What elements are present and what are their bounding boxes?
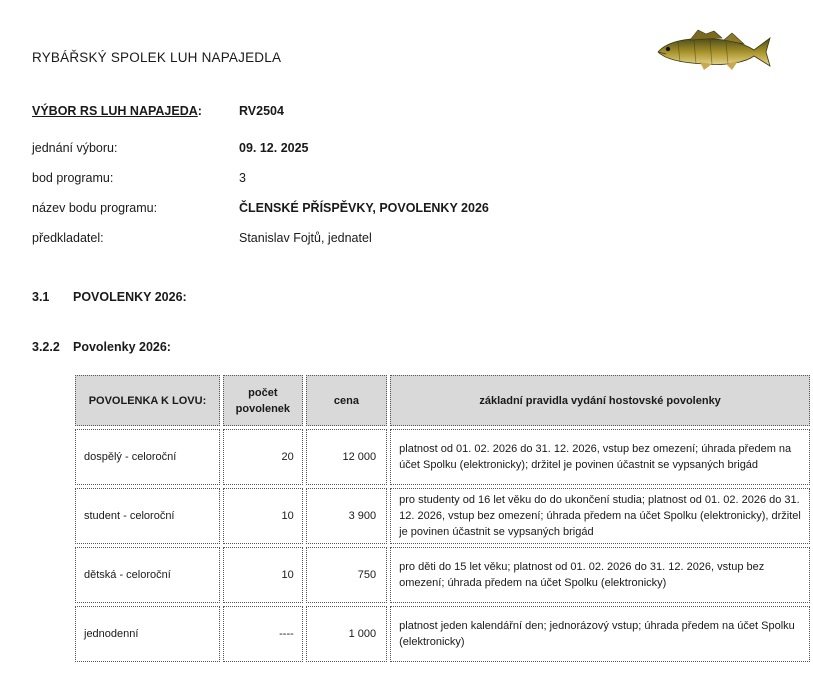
- org-title: RYBÁŘSKÝ SPOLEK LUH NAPAJEDLA: [32, 50, 282, 65]
- item-name-label: název bodu programu:: [32, 201, 158, 215]
- table-header-row: [75, 375, 810, 426]
- permit-count: 10: [223, 488, 303, 544]
- item-name: ČLENSKÉ PŘÍSPĚVKY, POVOLENKY 2026: [239, 201, 489, 215]
- header-permit-type: POVOLENKA K LOVU:: [75, 375, 220, 426]
- permit-price: 750: [306, 547, 387, 603]
- committee-label: VÝBOR RS LUH NAPAJEDA:: [32, 104, 202, 118]
- item-label: bod programu:: [32, 171, 114, 185]
- subsection-title: Povolenky 2026:: [73, 340, 171, 354]
- permit-price: 1 000: [306, 606, 387, 662]
- table-row: [75, 429, 810, 485]
- permit-type: dětská - celoroční: [75, 547, 220, 603]
- permit-rules: pro děti do 15 let věku; platnost od 01. 02. 2026 do 31. 12. 2026, vstup bez omezení; úhrada předem na účet Spolku (elektronicky): [390, 547, 810, 603]
- subsection-number: 3.2.2: [32, 340, 60, 354]
- permits-table: [72, 372, 813, 665]
- header-rules: základní pravidla vydání hostovské povolenky: [390, 375, 810, 426]
- permit-price: 3 900: [306, 488, 387, 544]
- permit-rules: pro studenty od 16 let věku do do ukončení studia; platnost od 01. 02. 2026 do 31. 12. 2026, vstup bez omezení; úhrada předem na účet Spolku (elektronicky), držitel je povinen účastnit se vypsaných brigád: [390, 488, 810, 544]
- permit-count: 10: [223, 547, 303, 603]
- header-price: cena: [306, 375, 387, 426]
- meeting-label: jednání výboru:: [32, 141, 118, 155]
- permit-type: dospělý - celoroční: [75, 429, 220, 485]
- meeting-date: 09. 12. 2025: [239, 141, 309, 155]
- permit-type: jednodenní: [75, 606, 220, 662]
- table-row: [75, 606, 810, 662]
- section-number: 3.1: [32, 290, 50, 304]
- permit-count: ----: [223, 606, 303, 662]
- permit-rules: platnost jeden kalendářní den; jednorázový vstup; úhrada předem na účet Spolku (elektronicky): [390, 606, 810, 662]
- table-row: [75, 488, 810, 544]
- presenter: Stanislav Fojtů, jednatel: [239, 231, 372, 245]
- section-title: POVOLENKY 2026:: [73, 290, 187, 304]
- presenter-label: předkladatel:: [32, 231, 104, 245]
- permit-price: 12 000: [306, 429, 387, 485]
- permit-count: 20: [223, 429, 303, 485]
- committee-code: RV2504: [239, 104, 284, 118]
- header-count: počet povolenek: [223, 375, 303, 426]
- fish-icon: [654, 28, 772, 72]
- table-row: [75, 547, 810, 603]
- item-number: 3: [239, 171, 246, 185]
- permit-type: student - celoroční: [75, 488, 220, 544]
- permit-rules: platnost od 01. 02. 2026 do 31. 12. 2026, vstup bez omezení; úhrada předem na účet Spolku (elektronicky); držitel je povinen účastnit se vypsaných brigád: [390, 429, 810, 485]
